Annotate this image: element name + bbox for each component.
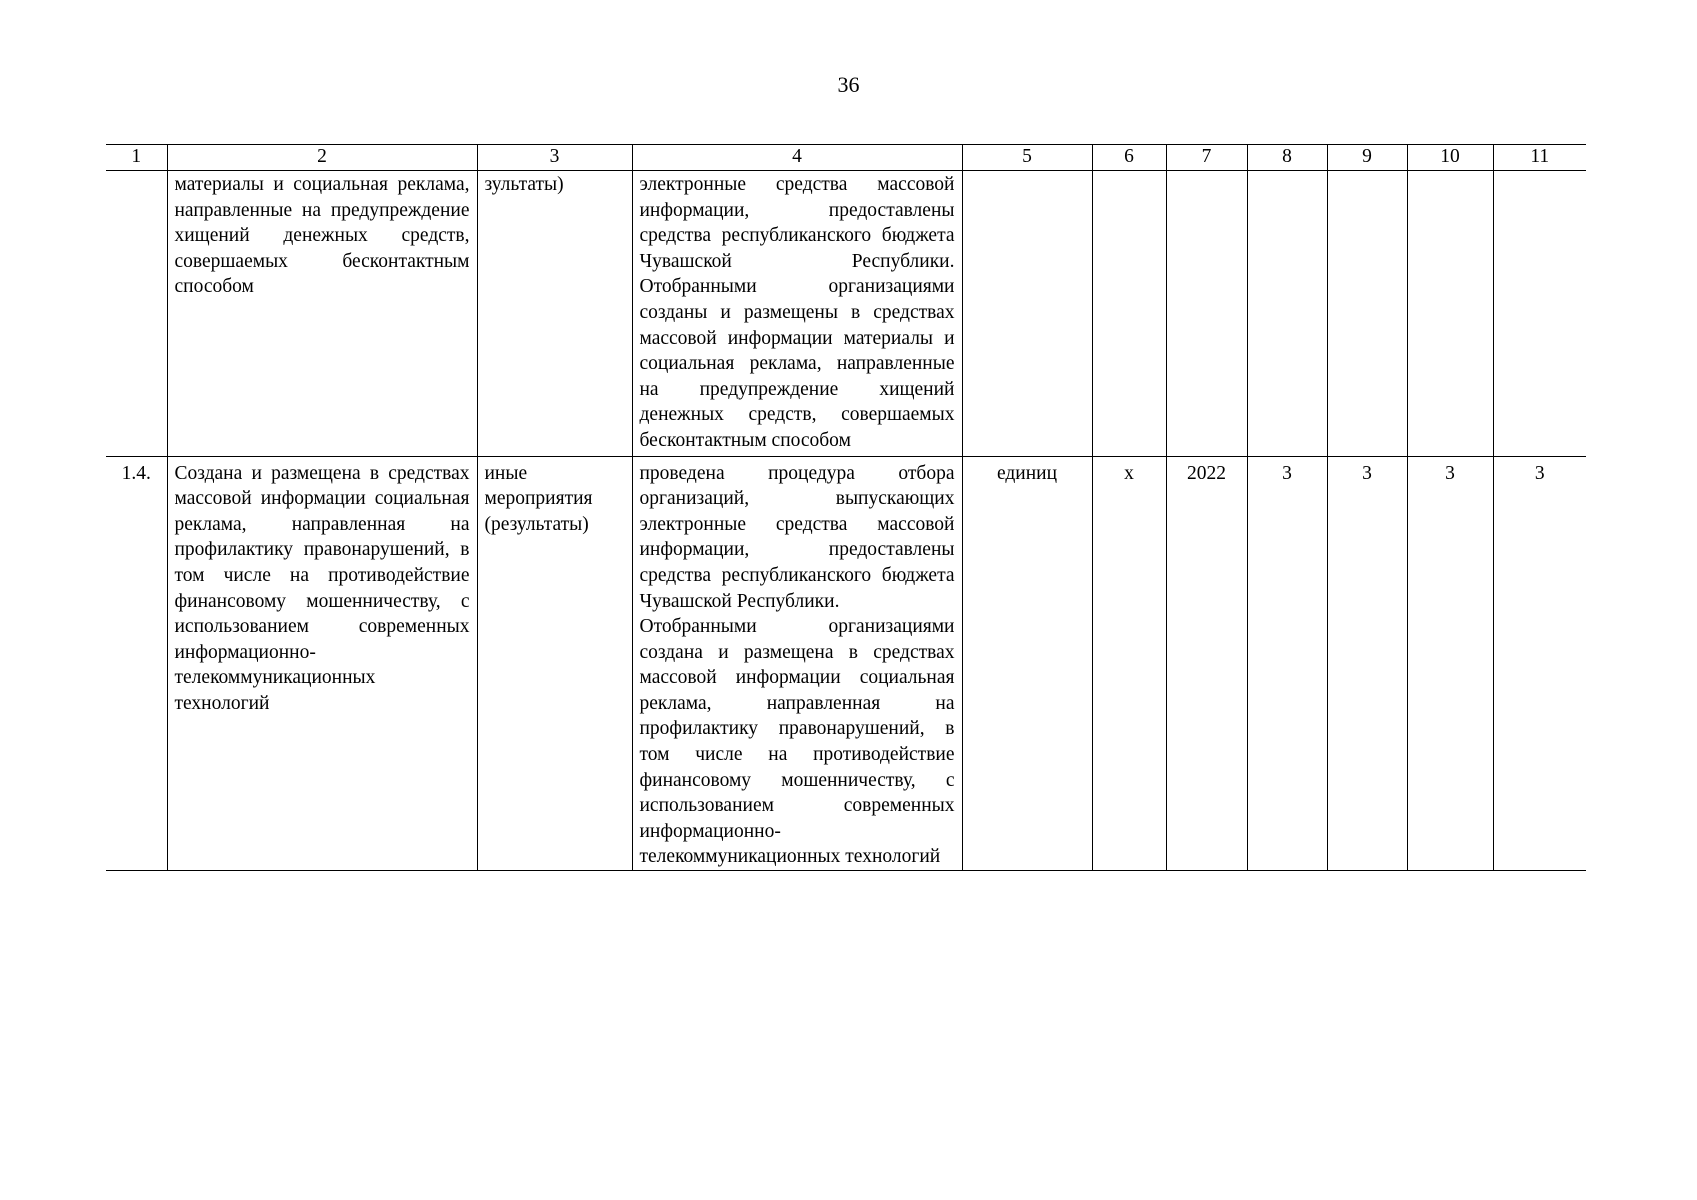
table-row xyxy=(106,456,1586,871)
value-cell xyxy=(1407,171,1493,457)
value-cell: 3 xyxy=(1407,456,1493,871)
result-name-cell xyxy=(167,456,477,871)
value-cell: 3 xyxy=(1247,456,1327,871)
result-description-paragraph: Отобранными организациями создана и размещена в средствах массовой информации социальная реклама, направленная на профилактику правонарушений, в том числе на противодействие финансовому мошенничеству, с использованием современных информационно-телекоммуникационных технологий xyxy=(639,616,955,868)
result-name-text: Создана и размещена в средствах массовой информации социальная реклама, направленная на профилактику правонарушений, в том числе на противодействие финансовому мошенничеству, с использованием современных информационно-телекоммуникационных технологий xyxy=(174,462,470,714)
unit-cell xyxy=(962,171,1092,457)
column-header: 2 xyxy=(167,145,477,171)
page-number: 36 xyxy=(837,72,860,97)
unit-cell: единиц xyxy=(962,456,1092,871)
column-header: 3 xyxy=(477,145,632,171)
base-value-cell xyxy=(1092,171,1166,457)
result-name-cell xyxy=(167,171,477,457)
column-header: 8 xyxy=(1247,145,1327,171)
year-cell xyxy=(1166,171,1247,457)
result-description-cell xyxy=(632,456,962,871)
row-number-cell xyxy=(106,171,167,457)
column-header: 6 xyxy=(1092,145,1166,171)
column-header: 4 xyxy=(632,145,962,171)
result-type-cell xyxy=(477,456,632,871)
column-header: 9 xyxy=(1327,145,1407,171)
column-number-row xyxy=(106,145,1586,171)
result-description-cell xyxy=(632,171,962,457)
year-cell: 2022 xyxy=(1166,456,1247,871)
value-cell xyxy=(1247,171,1327,457)
column-header: 7 xyxy=(1166,145,1247,171)
result-type-cell xyxy=(477,171,632,457)
result-description-paragraph: проведена процедура отбора организаций, выпускающих электронные средства массовой информации, предоставлены средства республиканского бюджета Чувашской Республики. xyxy=(639,462,955,612)
column-header: 5 xyxy=(962,145,1092,171)
result-description-text: электронные средства массовой информации, предоставлены средства республиканского бюджета Чувашской Республики. Отобранными организациями созданы и размещены в средствах массовой информации материалы и социальная реклама, направленные на предупреждение хищений денежных средств, совершаемых бесконтактным способом xyxy=(639,174,955,451)
row-number-cell: 1.4. xyxy=(106,456,167,871)
result-name-text: материалы и социальная реклама, направленные на предупреждение хищений денежных средств, совершаемых бесконтактным способом xyxy=(174,174,470,298)
column-header: 11 xyxy=(1493,145,1586,171)
table-row xyxy=(106,171,1586,457)
value-cell: 3 xyxy=(1327,456,1407,871)
value-cell: 3 xyxy=(1493,456,1586,871)
result-type-text: зультаты) xyxy=(484,174,564,195)
value-cell xyxy=(1493,171,1586,457)
value-cell xyxy=(1327,171,1407,457)
column-header: 1 xyxy=(106,145,167,171)
result-type-text: иные мероприятия (результаты) xyxy=(484,462,593,535)
base-value-cell: х xyxy=(1092,456,1166,871)
indicators-table xyxy=(106,144,1586,871)
column-header: 10 xyxy=(1407,145,1493,171)
